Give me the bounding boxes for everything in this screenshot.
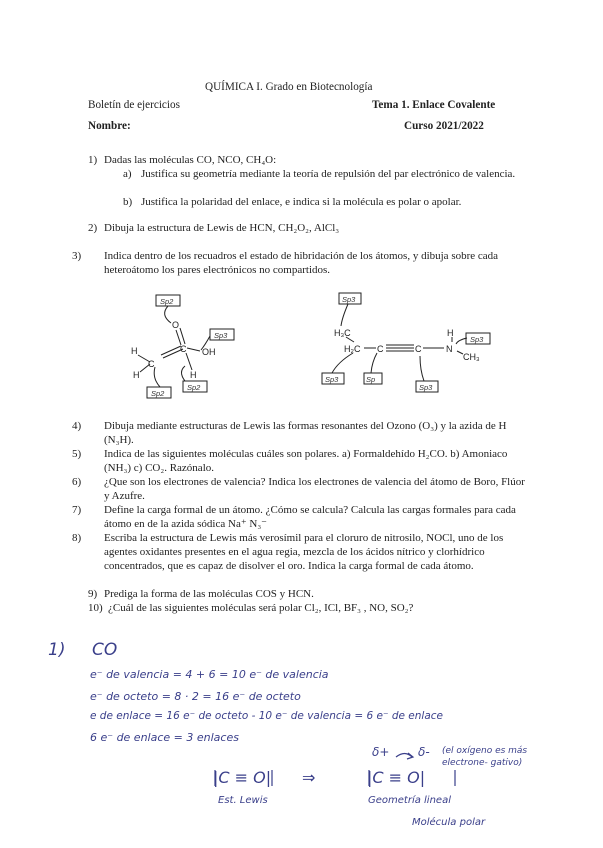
hand-line-1: e⁻ de valencia = 4 + 6 = 10 e⁻ de valencia [90,668,329,681]
atom-ch3: CH₃ [463,352,480,362]
document-title: QUÍMICA I. Grado en Biotecnología [205,81,373,93]
hand-lewis-structure: |C ≡ O| [213,768,272,787]
hybrid-label-6: Sp3 [470,335,484,344]
hand-line-3: e de enlace = 16 e⁻ de octeto - 10 e⁻ de valencia = 6 e⁻ de enlace [90,710,444,722]
atom-h-left: H [131,346,138,356]
hand-note: (el oxígeno es más electrone- gativo) [442,746,528,768]
hybrid-label-4: Sp2 [151,389,165,398]
hybrid-label-8: Sp [366,375,376,384]
hand-delta-plus: δ+ [372,745,390,759]
question-6: 6) ¿Que son los electrones de valencia? Indica los electrones de valencia del átomo de Boro, Flúor y Azufre. [72,476,525,502]
course-label: Curso 2021/2022 [404,120,484,132]
hybrid-label-9: Sp3 [419,383,433,392]
atom-c2: C [415,344,422,354]
hand-lewis-label: Est. Lewis [218,795,268,806]
atom-o-double: O [172,320,180,330]
question-4: 4) Dibuja mediante estructuras de Lewis las formas resonantes del Ozono (O₃) y la azida de H (N₃H). [72,420,507,446]
hybrid-label-7: Sp3 [325,375,339,384]
hand-polar: Molécula polar [412,817,486,828]
bulletin-label: Boletín de ejercicios [88,99,180,111]
atom-h2c: H₂C [344,344,361,354]
hand-line-2: e⁻ de octeto = 8 · 2 = 16 e⁻ de octeto [90,690,301,703]
hybrid-label-5: Sp3 [342,295,356,304]
atom-h-end-left: H [133,370,140,380]
question-1a: a) Justifica su geometría mediante la teoría de repulsión del par electrónico de valencia. [123,168,516,180]
molecule-2 [322,293,490,392]
question-10: 10) ¿Cuál de las siguientes moléculas será polar Cl₂, ICl, BF₃ , NO, SO₂? [88,602,414,614]
molecule-2-labels [325,295,484,392]
atom-h3c: H₃C [334,328,351,338]
hand-implies-arrow: ⇒ [302,768,316,787]
question-8: 8) Escriba la estructura de Lewis más verosímil para el cloruro de nitrosilo, NOCl, uno de los agentes oxidantes presentes en el agua regia, mezcla de los ácidos nítrico y clorhídrico concentrados, que es capaz de disolver el oro. Indica la carga formal de cada átomo. [72,532,504,572]
hybrid-label-3: Sp2 [187,383,201,392]
hand-molecule: CO [92,640,118,660]
atom-c-carbonyl: C [180,344,187,354]
hybrid-label-2: Sp3 [214,331,228,340]
atom-c1: C [377,344,384,354]
question-1: 1) Dadas las moléculas CO, NCO, CH₄O: [88,154,277,166]
hand-section-number: 1) [48,640,66,660]
question-2: 2) Dibuja la estructura de Lewis de HCN, CH₂O₂, AlCl₃ [88,222,340,234]
atom-n: N [446,344,453,354]
hand-line-4: 6 e⁻ de enlace = 3 enlaces [90,731,239,744]
hybrid-label-1: Sp2 [160,297,174,306]
atom-oh: OH [202,347,216,357]
name-label: Nombre: [88,120,131,132]
topic-label: Tema 1. Enlace Covalente [372,99,496,111]
hand-geometry: Geometría lineal [368,795,451,806]
atom-h-n: H [447,328,454,338]
atom-h-end: H [190,370,197,380]
atom-c-vinyl: C [148,359,155,369]
question-3: 3) Indica dentro de los recuadros el estado de hibridación de los átomos, y dibuja sobre cada heteroátomo los pares electrónicos no compartidos. [72,250,499,276]
molecule-1-labels [131,297,228,398]
question-9: 9) Prediga la forma de las moléculas COS y HCN. [88,588,314,600]
hand-lewis-structure-2: |C ≡ O| [367,768,426,787]
question-5: 5) Indica de las siguientes moléculas cuáles son polares. a) Formaldehído H₂CO. b) Amoniaco (NH₃) c) CO₂. Razónalo. [72,448,508,474]
hand-delta-minus: δ- [418,745,430,759]
question-1b: b) Justifica la polaridad del enlace, e indica si la molécula es polar o apolar. [123,196,462,208]
question-7: 7) Define la carga formal de un átomo. ¿Cómo se calcula? Calcula las cargas formales para cada átomo en de la azida sódica Na⁺ N₃⁻ [72,504,516,530]
